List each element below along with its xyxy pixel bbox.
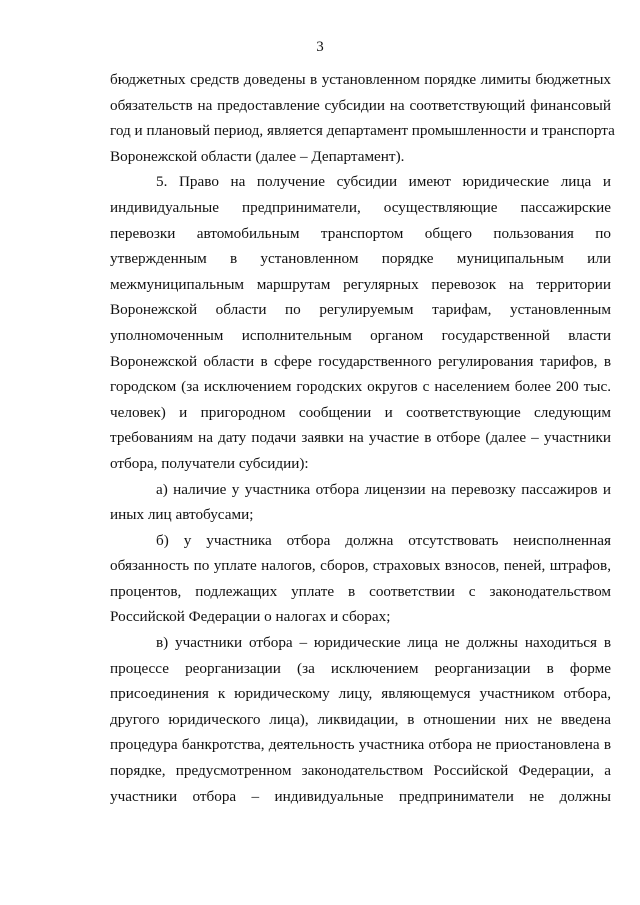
text-line: отбора, получатели субсидии): <box>110 454 309 472</box>
text-line: год и плановый период, является департамент промышленности и транспорта <box>110 122 615 140</box>
text-line: межмуниципальным маршрутам регулярных перевозок на территории <box>110 275 611 293</box>
item-v-start: в) участники отбора – юридические лица не должны находиться в <box>156 634 611 652</box>
text-line: городском (за исключением городских округов с населением более 200 тыс. <box>110 378 611 396</box>
text-line: бюджетных средств доведены в установленном порядке лимиты бюджетных <box>110 71 611 88</box>
text-line: процедура банкротства, деятельность участника отбора не приостановлена в <box>110 736 611 754</box>
text-line: обязанность по уплате налогов, сборов, страховых взносов, пеней, штрафов, <box>110 557 611 575</box>
text-line: перевозки автомобильным транспортом общего пользования по <box>110 224 611 242</box>
text-line: другого юридического лица), ликвидации, в отношении них не введена <box>110 710 611 728</box>
text-line: индивидуальные предприниматели, осуществляющие пассажирские <box>110 198 611 216</box>
item-a-start: а) наличие у участника отбора лицензии на перевозку пассажиров и <box>156 480 611 498</box>
text-line: уполномоченным исполнительным органом государственной власти <box>110 326 611 344</box>
text-line: требованиям на дату подачи заявки на участие в отборе (далее – участники <box>110 429 611 447</box>
paragraph-5-start: 5. Право на получение субсидии имеют юридические лица и <box>156 173 611 191</box>
text-line: присоединения к юридическому лицу, являющемуся участником отбора, <box>110 685 611 703</box>
text-line: процессе реорганизации (за исключением реорганизации в форме <box>110 659 611 677</box>
body-text <box>110 67 615 809</box>
text-line: Воронежской области в сфере государственного регулирования тарифов, в <box>110 352 611 370</box>
text-line: утвержденным в установленном порядке муниципальным или <box>110 250 611 268</box>
text-line: Воронежской области по регулируемым тарифам, установленным <box>110 301 611 319</box>
text-line: участники отбора – индивидуальные предприниматели не должны <box>110 787 611 805</box>
text-line: иных лиц автобусами; <box>110 506 254 524</box>
page-number: 3 <box>316 39 324 55</box>
text-line: процентов, подлежащих уплате в соответствии с законодательством <box>110 582 611 600</box>
text-line: Воронежской области (далее – Департамент). <box>110 147 405 165</box>
text-line: порядке, предусмотренном законодательством Российской Федерации, а <box>110 762 611 780</box>
text-line: Российской Федерации о налогах и сборах; <box>110 608 391 626</box>
text-line: человек) и пригородном сообщении и соответствующие следующим <box>110 403 611 421</box>
item-b-start: б) у участника отбора должна отсутствовать неисполненная <box>156 531 611 549</box>
text-line: обязательств на предоставление субсидии на соответствующий финансовый <box>110 96 611 114</box>
